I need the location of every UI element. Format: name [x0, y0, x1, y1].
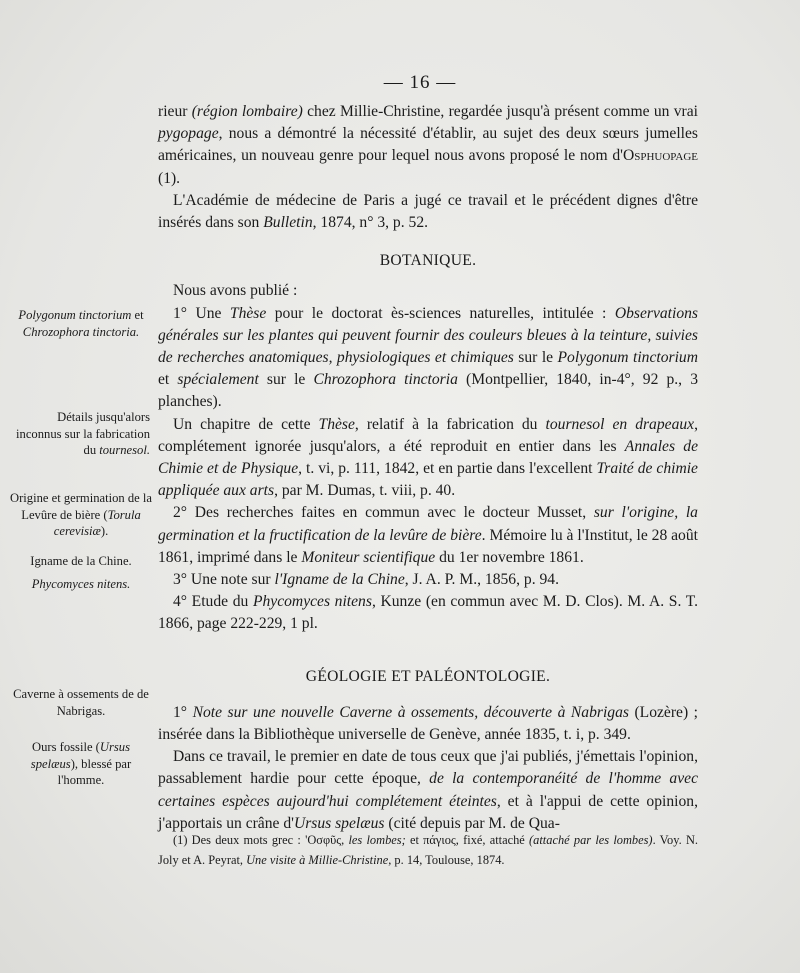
paragraph: 2° Des recherches faites en commun avec le docteur Musset, sur l'origine, la germination et la fructification de la levûre de bière. Mémoire lu à l'Institut, le 28 août 1861, imprimé dans le Moniteur scientifique du 1er novembre 1861.: [158, 504, 698, 566]
footnote: (1) Des deux mots grec : 'Οσφῦς, les lombes; et πάγιος, fixé, attaché (attaché par les lombes). Voy. N. Joly et A. Peyrat, Une visite à Millie-Christine, p. 14, Toulouse, 1874.: [158, 833, 698, 867]
paragraph: 4° Etude du Phycomyces nitens, Kunze (en commun avec M. D. Clos). M. A. S. T. 1866, page 222-229, 1 pl.: [158, 593, 698, 633]
paragraph: rieur (région lombaire) chez Millie-Christine, regardée jusqu'à présent comme un vrai pygopage, nous a démontré la nécessité d'établir, au sujet des deux sœurs jumelles américaines, un nouveau genre pour lequel nous avons proposé le nom d'Osphuopage (1).: [158, 103, 698, 187]
paragraph: Dans ce travail, le premier en date de tous ceux que j'ai publiés, j'émettais l'opinion, passablement hardie pour cette époque, de la contemporanéité de l'homme avec certaines espèces aujourd'hui complétement éteintes, et à l'appui de cette opinion, j'apportais un crâne d'Ursus spelæus (cité depuis par M. de Qua-: [158, 748, 698, 832]
paragraph: 1° Une Thèse pour le doctorat ès-sciences naturelles, intitulée : Observations générales sur les plantes qui peuvent fournir des couleurs bleues à la teinture, suivies de recherches anatomiques, physiologiques et chimiques sur le Polygonum tinctorium et spécialement sur le Chrozophora tinctoria (Montpellier, 1840, in-4°, 92 p., 3 planches).: [158, 304, 699, 411]
page-number: — 16 —: [383, 72, 457, 93]
margin-note: Phycomyces nitens.: [31, 577, 131, 591]
margin-note: Polygonum tinctorium et Chrozophora tinctoria.: [18, 308, 144, 339]
paragraph: L'Académie de médecine de Paris a jugé ce travail et le précédent dignes d'être insérés dans son Bulletin, 1874, n° 3, p. 52.: [158, 191, 698, 232]
margin-note: Détails jusqu'alors inconnus sur la fabrication du tournesol.: [16, 410, 150, 457]
margin-note: Igname de la Chine.: [30, 554, 132, 568]
paragraph: Nous avons publié :: [173, 282, 298, 300]
margin-note: Caverne à ossements de de Nabrigas.: [13, 687, 149, 718]
paragraph: 1° Note sur une nouvelle Caverne à ossements, découverte à Nabrigas (Lozère) ; insérée dans la Bibliothèque universelle de Genève, année 1835, t. i, p. 349.: [158, 703, 699, 744]
section-heading-geologie: GÉOLOGIE ET PALÉONTOLOGIE.: [305, 667, 551, 685]
margin-note: Ours fossile (Ursus spelæus), blessé par l'homme.: [30, 740, 132, 787]
margin-note: Origine et germination de la Levûre de bière (Torula cerevisiæ).: [10, 491, 152, 538]
main-text: [158, 101, 698, 835]
paragraph: 3° Une note sur l'Igname de la Chine, J. A. P. M., 1856, p. 94.: [173, 571, 559, 589]
section-heading-botanique: BOTANIQUE.: [379, 252, 477, 270]
paragraph: Un chapitre de cette Thèse, relatif à la fabrication du tournesol en drapeaux, complétement ignorée jusqu'alors, a été reproduit en entier dans les Annales de Chimie et de Physique, t. vi, p. 111, 1842, et en partie dans l'excellent Traité de chimie appliquée aux arts, par M. Dumas, t. viii, p. 40.: [158, 415, 699, 500]
